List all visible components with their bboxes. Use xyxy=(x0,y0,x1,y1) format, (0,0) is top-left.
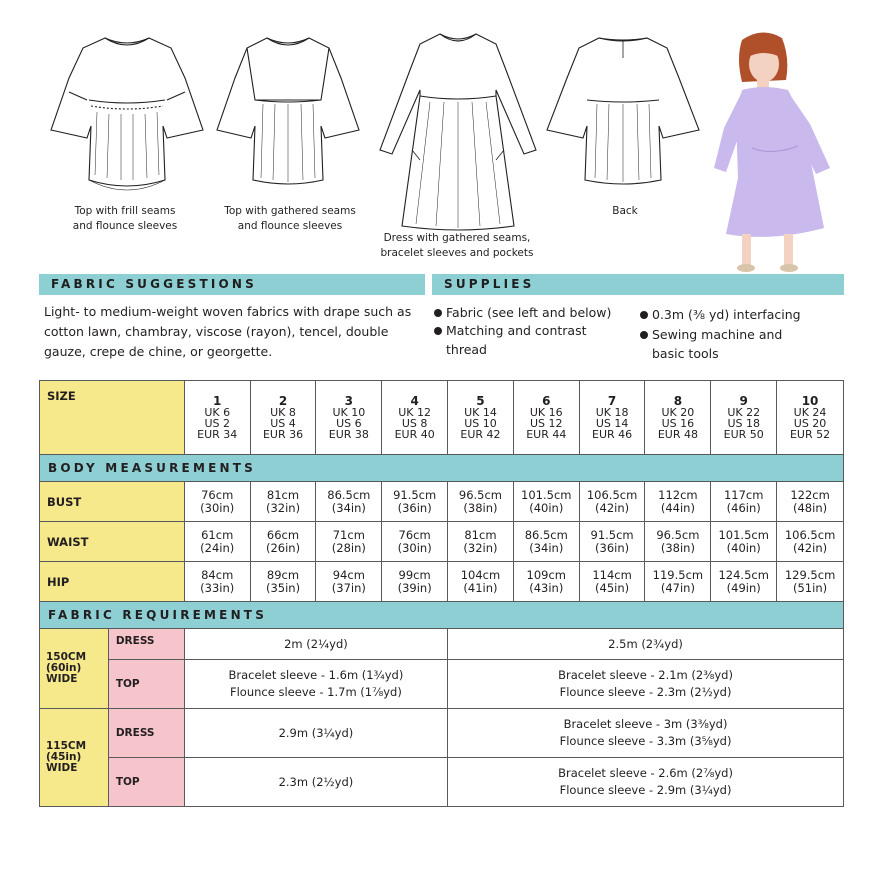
fabric-amount-sizes-1-4: 2.9m (3¼yd) xyxy=(184,709,447,758)
measurement-value xyxy=(184,562,250,602)
size-us: US 2 xyxy=(204,416,230,430)
garment-label: DRESS xyxy=(108,709,184,758)
measurement-value xyxy=(316,522,382,562)
size-num: 7 xyxy=(607,393,617,408)
dress-gathered-seams-bracelet-sleeves-drawing xyxy=(376,30,541,235)
value-cm: 122cm xyxy=(790,487,830,502)
value-cm: 117cm xyxy=(723,487,764,502)
size-uk: UK 10 xyxy=(332,405,366,419)
value-cm: 119.5cm xyxy=(652,567,704,582)
value-in: (35in) xyxy=(265,580,301,595)
measurement-value xyxy=(382,482,448,522)
value-in: (32in) xyxy=(463,540,498,555)
value-cm: 104cm xyxy=(460,567,501,582)
value-in: (43in) xyxy=(529,580,564,595)
fabric-amount-sizes-5-10: Bracelet sleeve - 2.6m (2⅞yd) Flounce sleeve - 2.9m (3¼yd) xyxy=(448,758,844,807)
measurement-value xyxy=(316,482,382,522)
size-column-header xyxy=(184,381,250,455)
value-cm: 91.5cm xyxy=(590,527,634,542)
value-cm: 106.5cm xyxy=(586,487,638,502)
size-us: US 10 xyxy=(464,416,497,430)
value-in: (51in) xyxy=(793,580,828,595)
value-in: (38in) xyxy=(463,500,498,515)
measurement-value xyxy=(250,562,316,602)
size-column-header xyxy=(645,381,711,455)
value-cm: 99cm xyxy=(398,567,431,582)
size-column-header xyxy=(513,381,579,455)
measurement-value xyxy=(777,562,844,602)
size-num: 10 xyxy=(801,393,819,408)
size-num: 1 xyxy=(213,393,222,408)
size-eur: EUR 44 xyxy=(526,427,567,441)
body-measurements-heading: BODY MEASUREMENTS xyxy=(40,455,844,482)
supplies-heading: SUPPLIES xyxy=(432,274,844,295)
measurement-value xyxy=(645,562,711,602)
size-us: US 14 xyxy=(595,416,629,430)
size-uk: UK 24 xyxy=(793,405,827,419)
size-us: US 4 xyxy=(270,416,296,430)
measurement-value xyxy=(579,482,645,522)
size-uk: UK 14 xyxy=(464,405,497,419)
value-cm: 94cm xyxy=(332,567,365,582)
size-us: US 18 xyxy=(727,416,760,430)
fabric-amount-sizes-5-10: 2.5m (2¾yd) xyxy=(448,629,844,660)
size-uk: UK 18 xyxy=(595,405,629,419)
garment-label: DRESS xyxy=(108,629,184,660)
size-uk: UK 8 xyxy=(270,405,296,419)
value-in: (32in) xyxy=(265,500,301,515)
caption-top-frill: Top with frill seams and flounce sleeves xyxy=(72,205,178,232)
size-us: US 6 xyxy=(336,416,362,430)
size-num: 9 xyxy=(739,393,748,408)
measurement-value xyxy=(316,562,382,602)
size-num: 4 xyxy=(410,393,419,408)
measurement-value xyxy=(382,522,448,562)
measurement-value xyxy=(777,482,844,522)
size-column-header xyxy=(316,381,382,455)
value-in: (40in) xyxy=(726,540,761,555)
fabric-amount-sizes-1-4: Bracelet sleeve - 1.6m (1¾yd) Flounce sleeve - 1.7m (1⅞yd) xyxy=(184,660,447,709)
fabric-suggestions-heading: FABRIC SUGGESTIONS xyxy=(39,274,425,295)
measurement-value xyxy=(579,562,645,602)
measurement-value xyxy=(184,522,250,562)
measurement-value xyxy=(711,482,777,522)
size-eur: EUR 46 xyxy=(592,427,633,441)
measurement-value xyxy=(777,522,844,562)
size-us: US 12 xyxy=(530,416,563,430)
model-photo xyxy=(712,28,842,273)
value-in: (45in) xyxy=(595,580,630,595)
value-cm: 91.5cm xyxy=(393,487,437,502)
fabric-width-label: 150CM (60in) WIDE xyxy=(40,629,109,709)
measurement-value xyxy=(711,522,777,562)
value-in: (44in) xyxy=(660,500,695,515)
measurement-value xyxy=(448,562,514,602)
value-cm: 114cm xyxy=(592,567,632,582)
supplies-item: Sewing machine and basic tools xyxy=(640,325,810,363)
value-cm: 129.5cm xyxy=(784,567,836,582)
value-cm: 124.5cm xyxy=(718,567,769,582)
value-cm: 84cm xyxy=(201,567,234,582)
size-eur: EUR 48 xyxy=(657,427,698,441)
measurement-value xyxy=(579,522,645,562)
size-eur: EUR 52 xyxy=(789,427,831,441)
size-column-header xyxy=(382,381,448,455)
size-num: 2 xyxy=(278,393,288,408)
size-eur: EUR 40 xyxy=(394,427,435,441)
size-eur: EUR 42 xyxy=(460,427,501,441)
size-column-header xyxy=(250,381,316,455)
measurement-value xyxy=(448,482,514,522)
value-in: (30in) xyxy=(397,540,432,555)
caption-top-gathered: Top with gathered seams and flounce sleeves xyxy=(224,205,356,232)
value-in: (47in) xyxy=(660,580,695,595)
fabric-width-label: 115CM (45in) WIDE xyxy=(40,709,109,807)
value-cm: 86.5cm xyxy=(327,487,371,502)
value-in: (37in) xyxy=(331,580,366,595)
size-uk: UK 20 xyxy=(661,405,695,419)
fabric-suggestions-text: Light- to medium-weight woven fabrics with drape such as cotton lawn, chambray, viscose (rayon), tencel, double gauze, crepe de chine, or georgette. xyxy=(44,304,412,359)
top-frill-seams-flounce-sleeves-drawing xyxy=(45,30,210,195)
size-uk: UK 16 xyxy=(529,405,563,419)
measurement-value xyxy=(250,482,316,522)
value-cm: 89cm xyxy=(266,567,300,582)
fabric-amount-sizes-5-10: Bracelet sleeve - 3m (3⅜yd) Flounce sleeve - 3.3m (3⅝yd) xyxy=(448,709,844,758)
value-in: (46in) xyxy=(726,500,761,515)
size-column-header xyxy=(777,381,844,455)
value-in: (24in) xyxy=(200,540,235,555)
measurement-value xyxy=(250,522,316,562)
value-cm: 81cm xyxy=(464,527,497,542)
value-in: (30in) xyxy=(200,500,235,515)
size-num: 3 xyxy=(344,393,353,408)
value-in: (42in) xyxy=(793,540,828,555)
top-gathered-seams-flounce-sleeves-drawing xyxy=(213,30,363,195)
measurement-value xyxy=(513,522,579,562)
measurement-value xyxy=(184,482,250,522)
value-in: (49in) xyxy=(726,580,761,595)
value-cm: 109cm xyxy=(526,567,566,582)
measurement-value xyxy=(513,482,579,522)
measurement-label: HIP xyxy=(40,562,185,602)
size-eur: EUR 38 xyxy=(328,427,369,441)
value-in: (36in) xyxy=(595,540,630,555)
back-view-drawing xyxy=(543,30,703,195)
size-us: US 20 xyxy=(793,416,827,430)
supplies-item: Fabric (see left and below) xyxy=(434,303,634,322)
value-cm: 76cm xyxy=(398,527,431,542)
size-column-header xyxy=(579,381,645,455)
size-eur: EUR 36 xyxy=(262,427,304,441)
value-in: (39in) xyxy=(397,580,432,595)
size-column-header xyxy=(711,381,777,455)
value-in: (41in) xyxy=(463,580,498,595)
size-us: US 16 xyxy=(661,416,695,430)
measurement-value xyxy=(645,522,711,562)
size-eur: EUR 50 xyxy=(723,427,764,441)
measurement-value xyxy=(513,562,579,602)
value-in: (28in) xyxy=(331,540,366,555)
value-cm: 106.5cm xyxy=(784,527,836,542)
size-num: 8 xyxy=(673,393,683,408)
size-uk: UK 12 xyxy=(398,405,432,419)
measurement-value xyxy=(645,482,711,522)
value-in: (26in) xyxy=(265,540,301,555)
supplies-item: 0.3m (⅜ yd) interfacing xyxy=(640,305,840,324)
value-cm: 71cm xyxy=(332,527,365,542)
value-cm: 96.5cm xyxy=(656,527,700,542)
size-num: 5 xyxy=(476,393,485,408)
value-in: (42in) xyxy=(595,500,630,515)
size-column-header xyxy=(448,381,514,455)
value-cm: 66cm xyxy=(266,527,300,542)
value-cm: 81cm xyxy=(266,487,300,502)
caption-back: Back xyxy=(612,205,638,217)
measurement-label: BUST xyxy=(40,482,185,522)
value-in: (40in) xyxy=(529,500,564,515)
caption-dress: Dress with gathered seams, bracelet sleeves and pockets xyxy=(380,232,534,259)
value-cm: 86.5cm xyxy=(524,527,568,542)
size-eur: EUR 34 xyxy=(197,427,238,441)
size-chart-table xyxy=(39,380,844,807)
size-uk: UK 22 xyxy=(727,405,761,419)
measurement-value xyxy=(711,562,777,602)
garment-label: TOP xyxy=(108,660,184,709)
value-in: (34in) xyxy=(529,540,564,555)
size-uk: UK 6 xyxy=(204,405,231,419)
value-in: (36in) xyxy=(397,500,432,515)
measurement-value xyxy=(448,522,514,562)
value-cm: 76cm xyxy=(201,487,234,502)
measurement-value xyxy=(382,562,448,602)
supplies-item: Matching and contrast thread xyxy=(434,321,614,359)
fabric-amount-sizes-1-4: 2.3m (2½yd) xyxy=(184,758,447,807)
value-cm: 96.5cm xyxy=(458,487,503,502)
fabric-amount-sizes-1-4: 2m (2¼yd) xyxy=(184,629,447,660)
fabric-amount-sizes-5-10: Bracelet sleeve - 2.1m (2⅜yd) Flounce sleeve - 2.3m (2½yd) xyxy=(448,660,844,709)
value-cm: 61cm xyxy=(201,527,234,542)
value-in: (33in) xyxy=(200,580,235,595)
value-cm: 101.5cm xyxy=(718,527,769,542)
value-in: (38in) xyxy=(660,540,695,555)
size-num: 6 xyxy=(542,393,551,408)
value-cm: 101.5cm xyxy=(521,487,572,502)
size-us: US 8 xyxy=(401,416,428,430)
garment-label: TOP xyxy=(108,758,184,807)
fabric-requirements-heading: FABRIC REQUIREMENTS xyxy=(40,602,844,629)
value-in: (48in) xyxy=(793,500,828,515)
value-cm: 112cm xyxy=(658,487,698,502)
measurement-label: WAIST xyxy=(40,522,185,562)
size-label: SIZE xyxy=(40,381,185,455)
value-in: (34in) xyxy=(331,500,366,515)
